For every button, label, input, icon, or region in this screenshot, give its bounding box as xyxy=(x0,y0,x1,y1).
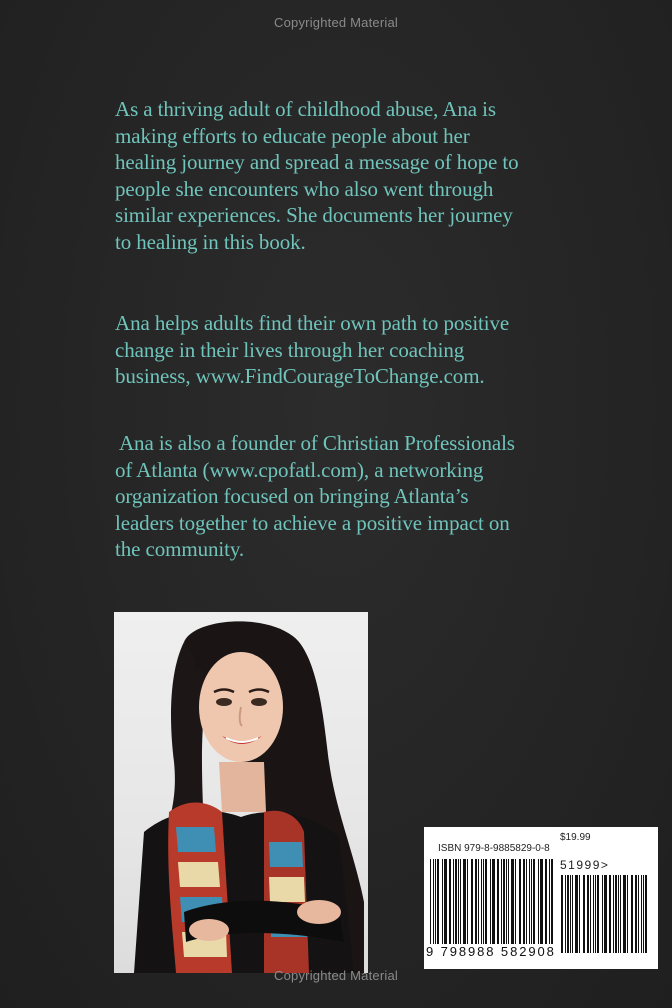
barcode-bar xyxy=(460,859,461,951)
bio-paragraph-2 xyxy=(115,310,635,390)
barcode-bar xyxy=(602,875,603,953)
barcode-bar xyxy=(503,859,505,951)
bio-line: similar experiences. She documents her journey xyxy=(115,203,513,227)
barcode-bar xyxy=(593,875,594,953)
barcode-bar xyxy=(478,859,479,951)
barcode-bar xyxy=(444,859,447,951)
barcode-bar xyxy=(430,859,431,951)
barcode-bar xyxy=(551,859,553,951)
bio-line: the community. xyxy=(115,537,245,561)
bio-line: to healing in this book. xyxy=(115,229,306,254)
barcode-bar xyxy=(579,875,580,953)
isbn-barcode xyxy=(424,827,658,969)
barcode-bar xyxy=(641,875,642,953)
barcode-bar xyxy=(475,859,477,951)
bio-line: Ana helps adults find their own path to positive xyxy=(115,311,510,335)
barcode-bar xyxy=(623,875,626,953)
barcode-bar xyxy=(442,859,443,951)
barcode-bar xyxy=(587,875,589,953)
barcode-bar xyxy=(615,875,617,953)
barcode-bar xyxy=(437,859,439,951)
barcode-bar xyxy=(483,859,484,951)
barcode-bar xyxy=(501,859,502,951)
bio-line: business, www.FindCourageToChange.com. xyxy=(115,364,485,388)
barcode-bar xyxy=(506,859,507,951)
barcode-bar xyxy=(570,875,571,953)
barcode-bar xyxy=(565,875,566,953)
barcode-bar xyxy=(575,875,578,953)
barcode-bar xyxy=(497,859,499,951)
barcode-bar xyxy=(511,859,514,951)
barcode-bar xyxy=(643,875,644,953)
barcode-bar xyxy=(597,875,599,953)
barcode-bar xyxy=(492,859,495,951)
barcode-bar xyxy=(490,859,491,951)
watermark-top: Copyrighted Material xyxy=(274,15,398,30)
bio-line: of Atlanta (www.cpofatl.com), a networking xyxy=(115,457,484,482)
barcode-bar xyxy=(526,859,527,951)
barcode-bar xyxy=(523,859,525,951)
barcode-bar xyxy=(572,875,573,953)
barcode-bar xyxy=(529,859,530,951)
barcode-bar xyxy=(583,875,585,953)
bio-line: leaders together to achieve a positive impact on xyxy=(115,510,510,535)
barcode-addon-bars xyxy=(561,875,651,953)
barcode-bar xyxy=(595,875,596,953)
barcode-bar xyxy=(567,875,569,953)
barcode-bar xyxy=(545,859,547,951)
price-label: $19.99 xyxy=(560,832,591,843)
barcode-bar xyxy=(467,859,468,951)
bio-line: change in their lives through her coaching xyxy=(115,337,465,362)
barcode-bar xyxy=(561,875,563,953)
barcode-bar xyxy=(609,875,611,953)
barcode-bar xyxy=(449,859,451,951)
barcode-bar xyxy=(620,875,621,953)
ean-number: 9 798988 582908 xyxy=(426,944,556,959)
barcode-bar xyxy=(453,859,454,951)
barcode-bar xyxy=(458,859,459,951)
barcode-bar xyxy=(471,859,473,951)
author-photo xyxy=(114,612,368,973)
barcode-bar xyxy=(635,875,637,953)
barcode-bar xyxy=(604,875,607,953)
barcode-bar xyxy=(533,859,535,951)
barcode-bar xyxy=(540,859,543,951)
bio-paragraph-3 xyxy=(115,430,635,563)
barcode-bar xyxy=(618,875,619,953)
barcode-bar xyxy=(515,859,516,951)
bio-line: making efforts to educate people about her xyxy=(115,123,470,148)
barcode-bar xyxy=(531,859,532,951)
barcode-bar xyxy=(613,875,614,953)
bio-paragraph-1 xyxy=(115,96,635,255)
isbn-label: ISBN 979-8-9885829-0-8 xyxy=(438,843,550,854)
barcode-addon-number: 51999> xyxy=(560,858,610,872)
bio-line: Ana is also a founder of Christian Professionals xyxy=(115,431,515,455)
barcode-bar xyxy=(538,859,539,951)
barcode-bar xyxy=(433,859,434,951)
barcode-bar xyxy=(508,859,509,951)
barcode-bar xyxy=(481,859,482,951)
barcode-bar xyxy=(627,875,628,953)
barcode-bar xyxy=(519,859,521,951)
barcode-bar xyxy=(463,859,466,951)
watermark-bottom: Copyrighted Material xyxy=(274,968,398,983)
bio-line: people she encounters who also went through xyxy=(115,176,494,201)
barcode-bar xyxy=(645,875,647,953)
bio-line: As a thriving adult of childhood abuse, Ana is xyxy=(115,97,496,121)
barcode-bar xyxy=(590,875,591,953)
barcode-bar xyxy=(638,875,639,953)
barcode-bar xyxy=(549,859,550,951)
barcode-bar xyxy=(435,859,436,951)
barcode-bar xyxy=(455,859,457,951)
barcode-bars xyxy=(430,859,554,951)
bio-line: organization focused on bringing Atlanta’s xyxy=(115,484,469,508)
barcode-bar xyxy=(631,875,633,953)
barcode-bar xyxy=(485,859,487,951)
bio-line: healing journey and spread a message of hope to xyxy=(115,150,519,174)
